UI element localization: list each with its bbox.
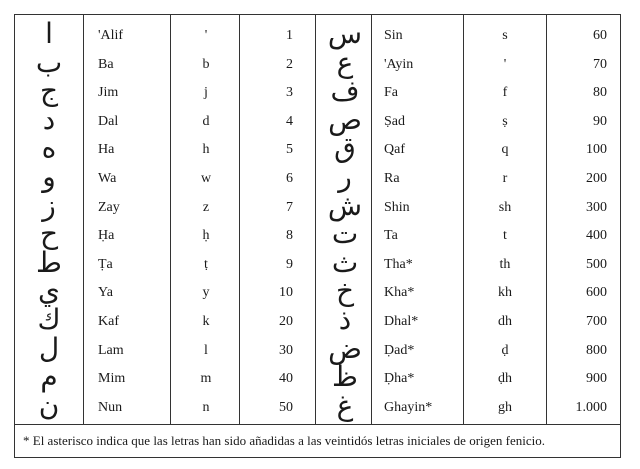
transliteration: t bbox=[503, 228, 507, 244]
letter-name: Tha* bbox=[384, 256, 413, 272]
transliteration: d bbox=[202, 113, 210, 129]
numeric-value: 20 bbox=[279, 314, 293, 329]
footnote-divider bbox=[15, 424, 620, 425]
transliteration: s bbox=[502, 28, 508, 43]
numeric-value: 90 bbox=[593, 113, 607, 129]
letter-name: Wa bbox=[98, 171, 117, 186]
letter-name: Shin bbox=[384, 199, 410, 215]
arabic-letter: ن bbox=[38, 388, 60, 422]
table-row bbox=[15, 245, 620, 279]
table-row bbox=[15, 160, 620, 193]
transliteration: h bbox=[202, 142, 210, 158]
letter-name: Kaf bbox=[98, 314, 119, 329]
transliteration: n bbox=[202, 399, 210, 415]
letter-name: 'Alif bbox=[98, 28, 124, 43]
arabic-letter: ر bbox=[338, 160, 352, 193]
numeric-value: 80 bbox=[593, 85, 607, 101]
letter-name: Dhal* bbox=[384, 314, 419, 329]
arabic-letter: ف bbox=[330, 74, 360, 108]
numeric-value: 10 bbox=[279, 285, 293, 301]
transliteration: y bbox=[202, 285, 210, 301]
numeric-value: 6 bbox=[286, 171, 293, 186]
numeric-value: 2 bbox=[286, 56, 293, 72]
letter-name: Mim bbox=[98, 371, 126, 387]
numeric-value: 40 bbox=[279, 371, 293, 387]
transliteration: ḍ bbox=[501, 342, 509, 358]
numeric-value: 600 bbox=[586, 285, 607, 301]
letter-name: Jim bbox=[98, 85, 119, 101]
arabic-letter: ص bbox=[328, 102, 362, 136]
numeric-value: 8 bbox=[286, 228, 293, 244]
arabic-letter: ض bbox=[328, 331, 362, 365]
arabic-letter: د bbox=[42, 102, 56, 136]
arabic-letter: ه bbox=[41, 131, 57, 165]
arabic-letter: م bbox=[40, 360, 58, 394]
transliteration: q bbox=[501, 142, 509, 158]
transliteration: ḥ bbox=[202, 228, 210, 244]
transliteration: th bbox=[499, 256, 511, 272]
arabic-letter: ك bbox=[37, 303, 61, 336]
transliteration: sh bbox=[498, 199, 512, 215]
transliteration: kh bbox=[498, 285, 512, 301]
letter-name: Zay bbox=[98, 199, 120, 215]
transliteration: ' bbox=[204, 28, 208, 43]
numeric-value: 9 bbox=[286, 256, 293, 272]
letter-name: Fa bbox=[384, 85, 398, 101]
arabic-letter: ج bbox=[39, 74, 59, 108]
numeric-value: 800 bbox=[586, 342, 607, 358]
transliteration: ṣ bbox=[502, 113, 508, 129]
arabic-letter: و bbox=[42, 160, 56, 193]
arabic-letter: ح bbox=[39, 217, 59, 251]
letter-name: 'Ayin bbox=[384, 56, 414, 72]
letter-name: Ya bbox=[98, 285, 113, 301]
letter-name: Ba bbox=[98, 56, 114, 72]
table-row bbox=[15, 360, 620, 394]
table-row bbox=[15, 388, 620, 422]
arabic-letter: ق bbox=[334, 131, 356, 165]
numeric-value: 4 bbox=[286, 113, 293, 129]
transliteration: w bbox=[200, 171, 212, 186]
numeric-value: 5 bbox=[286, 142, 293, 158]
letter-name: Ra bbox=[384, 171, 400, 186]
transliteration: k bbox=[202, 314, 210, 329]
transliteration: ṭ bbox=[204, 256, 208, 272]
table-row bbox=[15, 331, 620, 365]
table-row bbox=[15, 131, 620, 165]
arabic-letter: ذ bbox=[338, 303, 352, 336]
table-row bbox=[15, 188, 620, 222]
arabic-letter: س bbox=[327, 17, 363, 50]
letter-name: Dal bbox=[98, 113, 119, 129]
footnote: * El asterisco indica que las letras han sido añadidas a las veintidós letras iniciales de origen fenicio. bbox=[23, 433, 545, 448]
arabic-letter: ت bbox=[331, 217, 359, 251]
transliteration: b bbox=[202, 56, 210, 72]
transliteration: ' bbox=[503, 56, 507, 72]
numeric-value: 700 bbox=[586, 314, 607, 329]
arabic-letter: ش bbox=[327, 188, 363, 222]
letter-name: Kha* bbox=[384, 285, 415, 301]
numeric-value: 60 bbox=[593, 28, 607, 43]
letter-name: Ḍad* bbox=[384, 342, 415, 358]
alphabet-table bbox=[14, 14, 621, 458]
letter-name: Ṣad bbox=[384, 113, 405, 129]
letter-name: Nun bbox=[98, 399, 123, 415]
arabic-letter: ث bbox=[331, 245, 359, 279]
arabic-letter: ب bbox=[35, 45, 63, 79]
table-row bbox=[15, 217, 620, 251]
table-row bbox=[15, 303, 620, 336]
numeric-value: 400 bbox=[586, 228, 607, 244]
transliteration: gh bbox=[498, 399, 512, 415]
table-row bbox=[15, 45, 620, 79]
arabic-letter: ا bbox=[45, 17, 53, 50]
letter-name: Ṭa bbox=[98, 256, 113, 272]
transliteration: m bbox=[200, 371, 212, 387]
letter-name: Lam bbox=[98, 342, 124, 358]
arabic-letter: ط bbox=[36, 245, 62, 279]
arabic-letter: غ bbox=[336, 388, 354, 422]
letter-name: Sin bbox=[384, 28, 403, 43]
transliteration: f bbox=[502, 85, 508, 101]
table-row bbox=[15, 74, 620, 108]
letter-name: Ghayin* bbox=[384, 399, 433, 415]
transliteration: ḍh bbox=[498, 371, 512, 387]
arabic-letter: ز bbox=[42, 188, 56, 222]
numeric-value: 50 bbox=[279, 399, 293, 415]
arabic-letter: ي bbox=[38, 274, 60, 308]
arabic-letter: ل bbox=[38, 331, 60, 365]
transliteration: r bbox=[502, 171, 508, 186]
numeric-value: 300 bbox=[586, 199, 607, 215]
numeric-value: 900 bbox=[586, 371, 607, 387]
table-row bbox=[15, 102, 620, 136]
numeric-value: 7 bbox=[286, 199, 293, 215]
letter-name: Ḥa bbox=[98, 228, 115, 244]
numeric-value: 500 bbox=[586, 256, 607, 272]
numeric-value: 200 bbox=[586, 171, 607, 186]
letter-name: Ta bbox=[384, 228, 398, 244]
transliteration: j bbox=[204, 85, 208, 101]
numeric-value: 3 bbox=[286, 85, 293, 101]
arabic-letter: ظ bbox=[332, 360, 358, 394]
transliteration: z bbox=[202, 199, 210, 215]
letter-name: Ḍha* bbox=[384, 371, 415, 387]
numeric-value: 70 bbox=[593, 56, 607, 72]
table-row bbox=[15, 274, 620, 308]
table-row bbox=[15, 17, 620, 50]
arabic-letter: خ bbox=[335, 274, 355, 308]
letter-name: Qaf bbox=[384, 142, 405, 158]
transliteration: l bbox=[204, 342, 208, 358]
numeric-value: 1.000 bbox=[575, 399, 607, 415]
numeric-value: 1 bbox=[286, 28, 293, 43]
letter-name: Ha bbox=[98, 142, 115, 158]
numeric-value: 100 bbox=[586, 142, 607, 158]
numeric-value: 30 bbox=[279, 342, 293, 358]
arabic-letter: ع bbox=[336, 45, 354, 79]
transliteration: dh bbox=[498, 314, 512, 329]
